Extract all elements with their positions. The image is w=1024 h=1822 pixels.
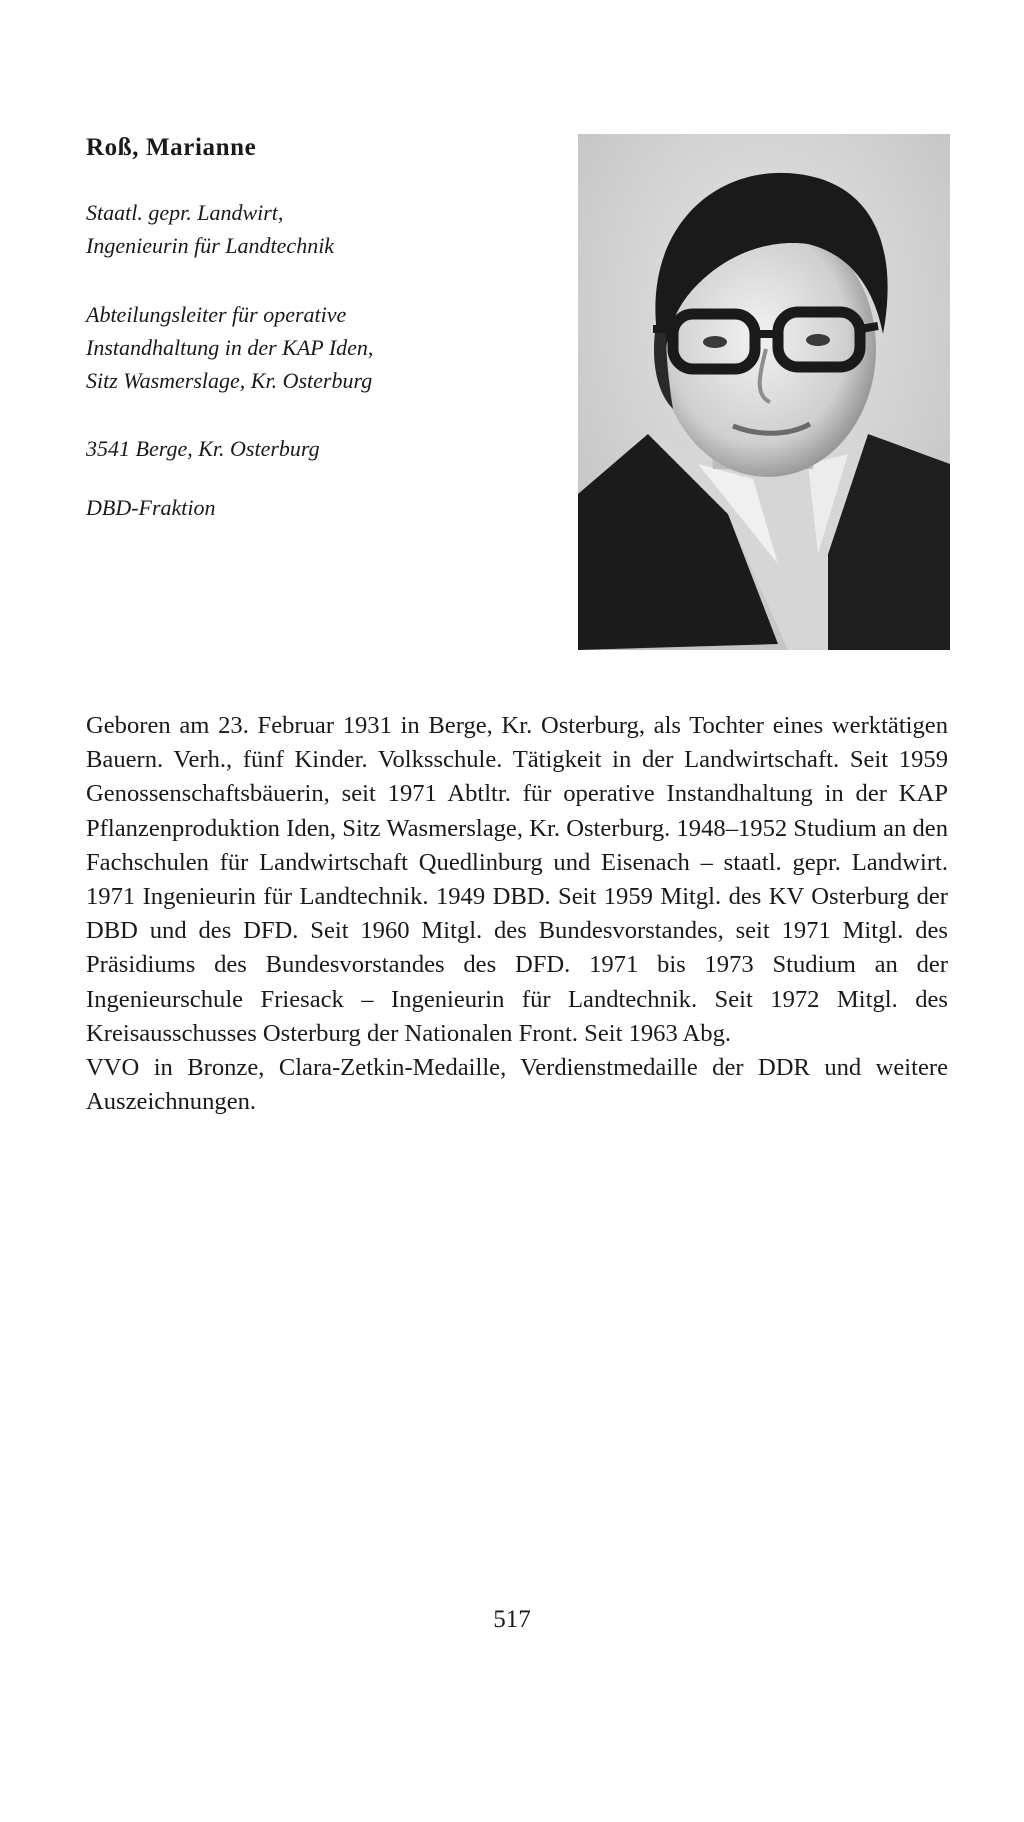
entry-name: Roß, Marianne (86, 134, 257, 161)
position-line: Abteilungsleiter für operative (86, 302, 347, 327)
portrait-illustration (578, 134, 950, 650)
qualification-line: Staatl. gepr. Landwirt, (86, 200, 284, 225)
address: 3541 Berge, Kr. Osterburg (86, 436, 320, 461)
awards-text: VVO in Bronze, Clara-Zetkin-Medaille, Verdienstmedaille der DDR und weitere Auszeichnungen. (86, 1054, 948, 1116)
portrait-photo (578, 134, 950, 650)
position (86, 298, 556, 397)
biography-block (86, 709, 948, 1119)
position-line: Instandhaltung in der KAP Iden, (86, 335, 374, 360)
qualification-line: Ingenieurin für Landtechnik (86, 233, 335, 258)
faction: DBD-Fraktion (86, 495, 216, 520)
biography-text: Geboren am 23. Februar 1931 in Berge, Kr. Osterburg, als Tochter eines werktätigen Bauern. Verh., fünf Kinder. Volksschule. Tätigkeit in der Landwirtschaft. Seit 1959 Genossenschaftsbäuerin, seit 1971 Abtltr. für operative Instandhaltung in der KAP Pflanzenproduktion Iden, Sitz Wasmerslage, Kr. Osterburg. 1948–1952 Studium an den Fachschulen für Landwirtschaft Quedlinburg und Eisenach – staatl. gepr. Landwirt. 1971 Ingenieurin für Landtechnik. 1949 DBD. Seit 1959 Mitgl. des KV Osterburg der DBD und des DFD. Seit 1960 Mitgl. des Bundesvorstandes, seit 1971 Mitgl. des Präsidiums des Bundesvorstandes des DFD. 1971 bis 1973 Studium an der Ingenieurschule Friesack – Ingenieurin für Landtechnik. Seit 1972 Mitgl. des Kreisausschusses Osterburg der Nationalen Front. Seit 1963 Abg. (86, 712, 948, 1047)
page-number: 517 (493, 1606, 531, 1633)
qualification (86, 196, 556, 262)
position-line: Sitz Wasmerslage, Kr. Osterburg (86, 368, 373, 393)
